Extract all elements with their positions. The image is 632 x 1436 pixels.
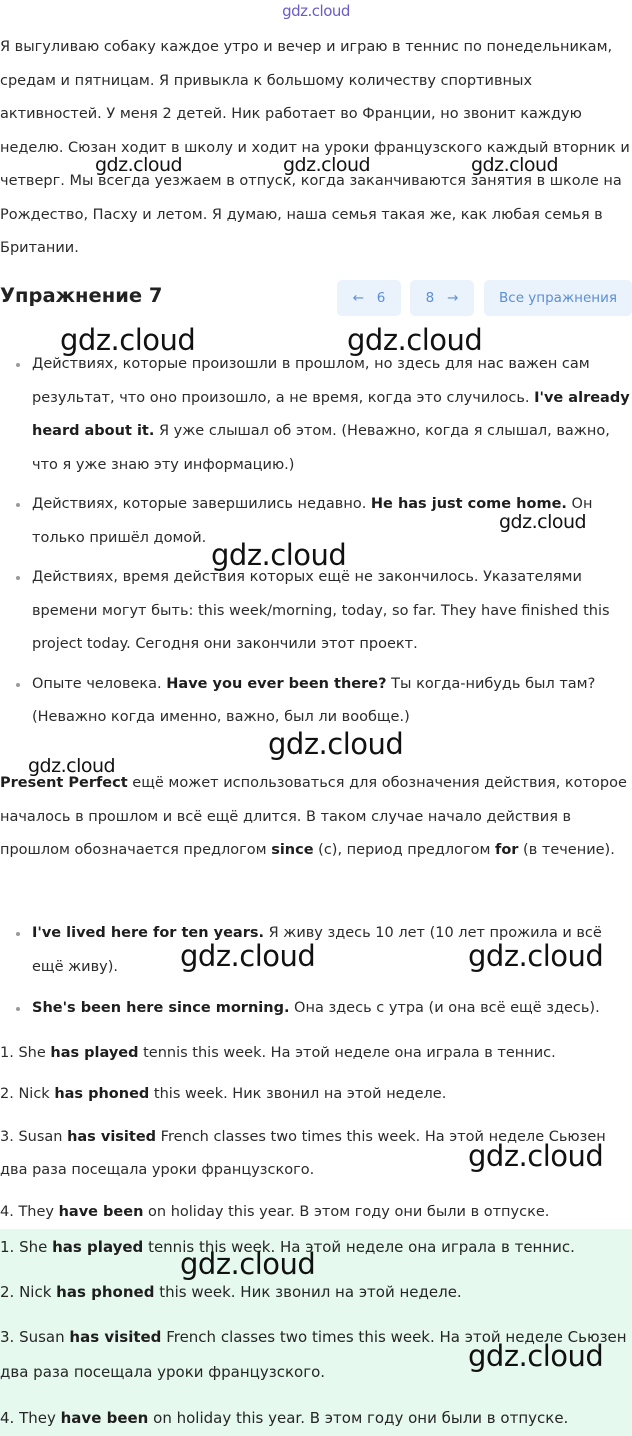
- all-exercises-label: Все упражнения: [499, 290, 617, 306]
- intro-text: Я выгуливаю собаку каждое утро и вечер и играю в теннис по понедельникам, средам и пятницам. Я привыкла к большому количеству спортивных активностей. У меня 2 детей. Ник работает во Франции, но звонит каждую неделю. Сюзан ходит в школу и ходит на уроки французского каждый вторник и четверг. Мы всегда уезжаем в отпуск, когда заканчиваются занятия в школе на Рождество, Пасху и летом. Я думаю, наша семья такая же, как любая семья в Британии.: [0, 39, 630, 256]
- watermark-text: gdz.cloud: [95, 154, 183, 176]
- next-exercise-button[interactable]: [410, 280, 474, 316]
- sentence-3: 3. Susan has visited French classes two times this week. На этой неделе Сьюзен два раза посещала уроки французского.: [0, 1129, 606, 1178]
- present-perfect-paragraph: Present Perfect ещё может использоваться для обозначения действия, которое началось в прошлом и всё ещё длится. В таком случае начало действия в прошлом обозначается предлогом since (с), период предлогом for (в течение).: [0, 775, 627, 858]
- watermark-text: gdz.cloud: [180, 1247, 316, 1281]
- all-exercises-button[interactable]: [484, 280, 632, 316]
- watermark-text: gdz.cloud: [28, 755, 116, 777]
- answer-1: 1. She has played tennis this week. На этой неделе она играла в теннис.: [0, 1238, 575, 1256]
- watermark-text: gdz.cloud: [347, 323, 483, 357]
- watermark-text: gdz.cloud: [468, 1339, 604, 1373]
- prev-exercise-button[interactable]: [337, 280, 401, 316]
- arrow-left-icon: ←: [352, 290, 364, 306]
- watermark-text: gdz.cloud: [180, 939, 316, 973]
- watermark-text: gdz.cloud: [499, 511, 587, 533]
- answer-2: 2. Nick has phoned this week. Ник звонил на этой неделе.: [0, 1283, 462, 1301]
- answer-4: 4. They have been on holiday this year. В этом году они были в отпуске.: [0, 1409, 569, 1427]
- list-item: Опыте человека. Have you ever been there? Ты когда-нибудь был там? (Неважно когда именно, важно, был ли вообще.): [0, 668, 632, 735]
- prev-exercise-label: 6: [376, 290, 386, 306]
- watermark-text: gdz.cloud: [468, 1139, 604, 1173]
- site-watermark-top: gdz.cloud: [282, 2, 350, 20]
- watermark-text: gdz.cloud: [268, 727, 404, 761]
- list-item: Действиях, время действия которых ещё не закончилось. Указателями времени могут быть: this week/morning, today, so far. They have finished this project today. Сегодня они закончили этот проект.: [0, 561, 632, 662]
- sentence-1: 1. She has played tennis this week. На этой неделе она играла в теннис.: [0, 1045, 556, 1061]
- next-exercise-label: 8: [425, 290, 435, 306]
- exercise-title: Упражнение 7: [0, 284, 163, 307]
- sentence-2: 2. Nick has phoned this week. Ник звонил на этой неделе.: [0, 1086, 447, 1102]
- watermark-text: gdz.cloud: [468, 939, 604, 973]
- list-item: Действиях, которые завершились недавно. He has just come home. Он только пришёл домой.: [0, 488, 632, 555]
- arrow-right-icon: →: [447, 290, 459, 306]
- answer-3: 3. Susan has visited French classes two times this week. На этой неделе Сьюзен два раза посещала уроки французского.: [0, 1328, 627, 1381]
- watermark-text: gdz.cloud: [60, 323, 196, 357]
- watermark-text: gdz.cloud: [211, 538, 347, 572]
- watermark-text: gdz.cloud: [283, 154, 371, 176]
- list-item: I've lived here for ten years. Я живу здесь 10 лет (10 лет прожила и всё ещё живу).: [0, 917, 632, 984]
- list-item: She's been here since morning. Она здесь с утра (и она всё ещё здесь).: [0, 992, 632, 1026]
- list-item: Действиях, которые произошли в прошлом, но здесь для нас важен сам результат, что оно произошло, а не время, когда это случилось. I've already heard about it. Я уже слышал об этом. (Неважно, когда я слышал, важно, что я уже знаю эту информацию.): [0, 348, 632, 482]
- sentence-4: 4. They have been on holiday this year. В этом году они были в отпуске.: [0, 1204, 550, 1220]
- watermark-text: gdz.cloud: [471, 154, 559, 176]
